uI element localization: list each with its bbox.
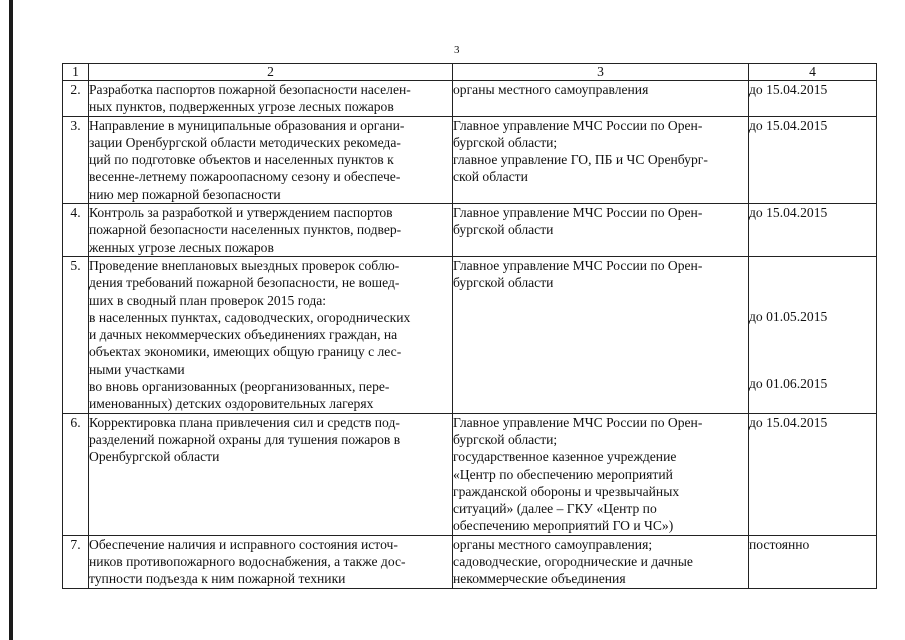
table-row: [63, 81, 877, 117]
measure-line: объектах экономики, имеющих общую границу с лес-: [89, 344, 402, 360]
responsible-line: некоммерческие объединения: [453, 571, 626, 587]
measure-line: тупности подъезда к ним пожарной техники: [89, 571, 346, 587]
deadline-cell: до 15.04.2015: [749, 116, 877, 203]
header-col-3: 3: [453, 64, 749, 81]
header-row: [63, 64, 877, 81]
measure-line: нию мер пожарной безопасности: [89, 186, 281, 202]
responsible-line: главное управление ГО, ПБ и ЧС Оренбург-: [453, 152, 708, 168]
deadline-cell: до 15.04.2015: [749, 81, 877, 117]
deadline-inhabited-localities: до 01.05.2015: [749, 308, 828, 324]
deadline-cell: до 15.04.2015: [749, 204, 877, 257]
deadline-cell: постоянно: [749, 535, 877, 588]
row-number: 4.: [63, 204, 89, 257]
measure-line: Направление в муниципальные образования и органи-: [89, 117, 405, 133]
header-col-1: 1: [63, 64, 89, 81]
measure-line: в населенных пунктах, садоводческих, огороднических: [89, 309, 411, 325]
measures-table: [62, 63, 877, 589]
responsible-cell: [453, 413, 749, 535]
responsible-line: Главное управление МЧС России по Орен-: [453, 117, 703, 133]
measure-line: Оренбургской области: [89, 449, 220, 465]
responsible-cell: [453, 81, 749, 117]
responsible-line: органы местного самоуправления;: [453, 536, 653, 552]
responsible-line: Главное управление МЧС России по Орен-: [453, 205, 703, 221]
responsible-line: Главное управление МЧС России по Орен-: [453, 257, 703, 273]
measure-line: Обеспечение наличия и исправного состояния источ-: [89, 536, 398, 552]
responsible-line: органы местного самоуправления: [453, 82, 649, 97]
responsible-line: бургской области: [453, 275, 554, 291]
table-row: [63, 256, 877, 413]
responsible-cell: [453, 256, 749, 413]
measure-line: во вновь организованных (реорганизованных, пере-: [89, 379, 390, 395]
responsible-cell: [453, 204, 749, 257]
scan-edge: [9, 0, 13, 640]
row-number: 2.: [63, 81, 89, 117]
measure-cell: [89, 81, 453, 117]
responsible-line: бургской области;: [453, 431, 558, 447]
measure-cell: [89, 256, 453, 413]
measure-cell: [89, 535, 453, 588]
measure-cell: [89, 204, 453, 257]
measure-line: Контроль за разработкой и утверждением паспортов: [89, 205, 393, 221]
responsible-line: ситуаций» (далее – ГКУ «Центр по: [453, 501, 657, 517]
measure-line: и дачных некоммерческих объединениях граждан, на: [89, 327, 398, 343]
table-row: [63, 116, 877, 203]
table-row: [63, 535, 877, 588]
measure-line: разделений пожарной охраны для тушения пожаров в: [89, 431, 401, 447]
table-row: [63, 413, 877, 535]
measure-line: женных угрозе лесных пожаров: [89, 239, 274, 255]
responsible-line: обеспечению мероприятий ГО и ЧС»): [453, 518, 674, 534]
header-col-4: 4: [749, 64, 877, 81]
row-number: 3.: [63, 116, 89, 203]
page-number: 3: [454, 44, 460, 56]
table-row: [63, 204, 877, 257]
measure-line: ций по подготовке объектов и населенных пунктов к: [89, 152, 394, 168]
responsible-line: садоводческие, огороднические и дачные: [453, 554, 693, 570]
deadline-cell: [749, 256, 877, 413]
measure-cell: [89, 413, 453, 535]
measure-line: ших в сводный план проверок 2015 года:: [89, 292, 327, 308]
responsible-cell: [453, 535, 749, 588]
row-number: 7.: [63, 535, 89, 588]
measure-line: ных пунктов, подверженных угрозе лесных пожаров: [89, 99, 394, 115]
measure-line: именованных) детских оздоровительных лагерях: [89, 396, 374, 412]
measure-line: весенне-летнему пожароопасному сезону и обеспече-: [89, 169, 401, 185]
responsible-line: ской области: [453, 169, 528, 185]
measure-line: Разработка паспортов пожарной безопасности населен-: [89, 82, 411, 97]
measure-line: пожарной безопасности населенных пунктов, подвер-: [89, 222, 402, 238]
measure-line: дения требований пожарной безопасности, не вошед-: [89, 275, 400, 291]
deadline-cell: до 15.04.2015: [749, 413, 877, 535]
responsible-cell: [453, 116, 749, 203]
header-col-2: 2: [89, 64, 453, 81]
measure-line: зации Оренбургской области методических рекомеда-: [89, 134, 401, 150]
responsible-line: бургской области;: [453, 134, 558, 150]
responsible-line: Главное управление МЧС России по Орен-: [453, 414, 703, 430]
row-number: 5.: [63, 256, 89, 413]
responsible-line: государственное казенное учреждение: [453, 449, 677, 465]
deadline-children-camps: до 01.06.2015: [749, 376, 828, 392]
measure-line: Проведение внеплановых выездных проверок соблю-: [89, 257, 400, 273]
measure-line: ными участками: [89, 361, 185, 377]
measure-line: Корректировка плана привлечения сил и средств под-: [89, 414, 400, 430]
measure-cell: [89, 116, 453, 203]
responsible-line: бургской области: [453, 222, 554, 238]
measure-line: ников противопожарного водоснабжения, а также дос-: [89, 554, 406, 570]
responsible-line: гражданской обороны и чрезвычайных: [453, 483, 680, 499]
row-number: 6.: [63, 413, 89, 535]
responsible-line: «Центр по обеспечению мероприятий: [453, 466, 673, 482]
